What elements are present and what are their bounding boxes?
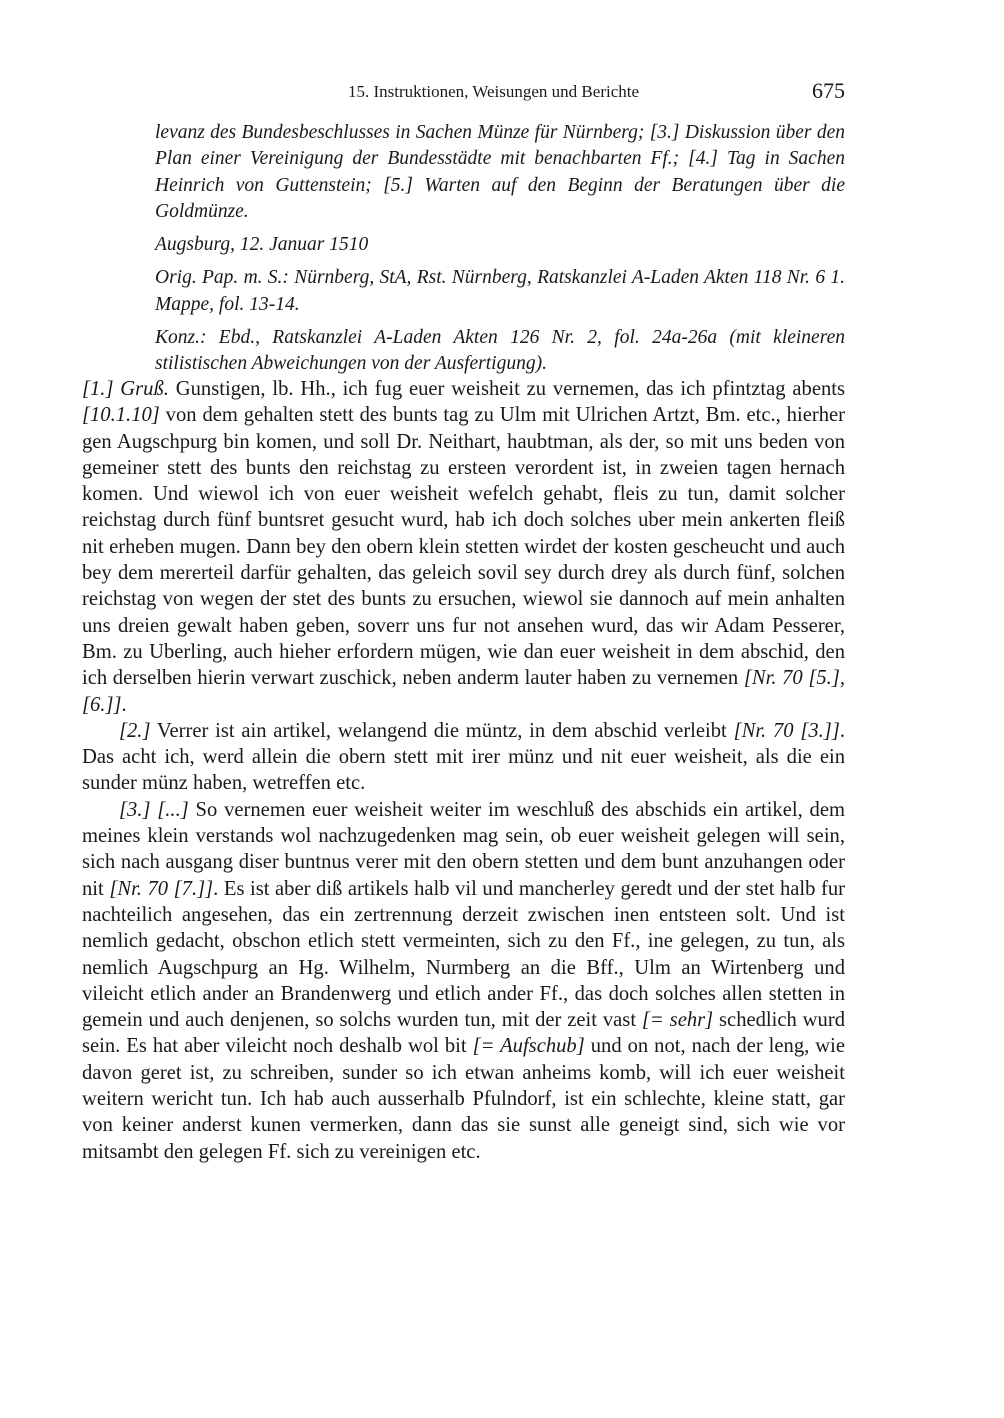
document-body (82, 376, 845, 1165)
editorial-annotation: [= Aufschub] (472, 1035, 585, 1058)
text-segment: Gunstigen, lb. Hh., ich fug euer weisheit zu vernemen, das ich pfintztag abents (168, 378, 845, 400)
body-paragraph (82, 797, 845, 1165)
text-segment: . Das acht ich, werd allein die obern stett mit irer münz und nit euer weisheit, als die ein sunder münz haben, wetreffen etc. (82, 719, 845, 795)
editorial-annotation: [10.1.10] (82, 404, 160, 427)
place-date: Augsburg, 12. Januar 1510 (155, 234, 369, 256)
editorial-annotation: [Nr. 70 [3.]] (733, 719, 840, 742)
text-segment: von dem gehalten stett des bunts tag zu Ulm mit Ulrichen Artzt, Bm. etc., hierher gen Augschpurg bin komen, und soll Dr. Neithart, haubtman, als der, so mit uns beden von gemeiner stett des bunts den reichstag zu ersteen verordent ist, in zweien tagen hernach komen. Und wiewol ich von euer weisheit wefelch gehabt, fleis zu tun, damit solcher reichstag durch fünf buntsret gesucht wurd, hab ich doch solches uber mein ankerten fleiß nit erheben mugen. Dann bey den obern klein stetten wirdet der kosten gescheucht und auch bey dem mererteil darfür gehalten, das geleich sovil sey durch drey als durch fünf, solchen reichstag von wegen der stet des bunts zu ersuchen, wiewol sie dannoch auf mein anhalten uns dreien gewalt haben geben, soverr uns fur not ansehen wurd, das wir Adam Pesserer, Bm. zu Uberling, auch hieher erfordern mügen, wie dan euer weisheit in dem abschid, den ich derselben hierin verwart zuschick, neben anderm lauter haben zu vernemen (82, 404, 845, 690)
original-source: Orig. Pap. m. S.: Nürnberg, StA, Rst. Nürnberg, Ratskanzlei A-Laden Akten 118 Nr. 6 1. Mappe, fol. 13-14. (155, 267, 845, 315)
editorial-annotation: [2.] (119, 719, 151, 742)
editorial-annotation: [Nr. 70 [7.]] (109, 877, 214, 900)
editorial-annotation: [Nr. 70 [5.], [6.]] (82, 667, 845, 716)
body-paragraph (82, 718, 845, 797)
concept-source: Konz.: Ebd., Ratskanzlei A-Laden Akten 126 Nr. 2, fol. 24a-26a (mit kleineren stilistischen Abweichungen von der Ausfertigung). (155, 327, 845, 375)
editorial-annotation: [1.] Gruß. (82, 378, 169, 400)
text-segment: schedlich wurd sein. Es hat aber vileicht noch deshalb wol bit (82, 1009, 845, 1058)
editorial-annotation: [= sehr] (641, 1009, 714, 1032)
page-number: 675 (812, 78, 845, 103)
text-segment: . Es ist aber diß artikels halb vil und mancherley geredt und der stet halb fur nachteilich angesehen, das ein zertrennung derzeit zwischen inen entsteen solt. Und ist nemlich gedacht, obschon etlich stett vermeinten, sich zu den Ff., ine gelegen, zu tun, als nemlich Augschpurg an Hg. Wilhelm, Nurmberg an die Bff., Ulm an Wirtenberg und vileicht etlich ander an Brandenwerg und etlich ander Ff., das doch solches allen stetten in gemein und auch denjenen, so solchs wurden tun, mit der zeit vast (82, 877, 846, 1032)
text-segment: Verrer ist ain artikel, welangend die müntz, in dem abschid verleibt (150, 719, 734, 742)
document-summary (155, 120, 845, 385)
running-title: 15. Instruktionen, Weisungen und Berichte (347, 82, 640, 101)
regest: levanz des Bundesbeschlusses in Sachen Münze für Nürnberg; [3.] Diskussion über den Plan einer Vereinigung der Bundesstädte mit benachbarten Ff.; [4.] Tag in Sachen Heinrich von Guttenstein; [5.] Warten auf den Beginn der Beratungen über die Goldmünze. (155, 122, 845, 222)
page-header (82, 78, 845, 108)
text-segment: und on not, nach der leng, wie davon geret ist, zu schreiben, sunder so ich etwan anheims komb, will ich euer weisheit weitern wericht tun. Ich hab auch ausserhalb Pfulndorf, ist ein schlechte, kleine statt, gar von keiner anderst kunen vermerken, dann das sie sunst alle geneigt sind, sich wie vor mitsambt den gelegen Ff. sich zu vereinigen etc. (82, 1035, 845, 1163)
body-paragraph (82, 376, 845, 718)
text-segment: So vernemen euer weisheit weiter im weschluß des abschids ein artikel, dem meines klein verstands wol nachzugedenken mag sein, ob euer weisheit gelegen will sein, sich nach ausgang diser buntnus verer mit den obern stetten und dem bunt anzuhangen oder nit (82, 798, 845, 900)
editorial-annotation: [3.] [...] (119, 798, 189, 821)
text-segment: . (121, 693, 127, 716)
